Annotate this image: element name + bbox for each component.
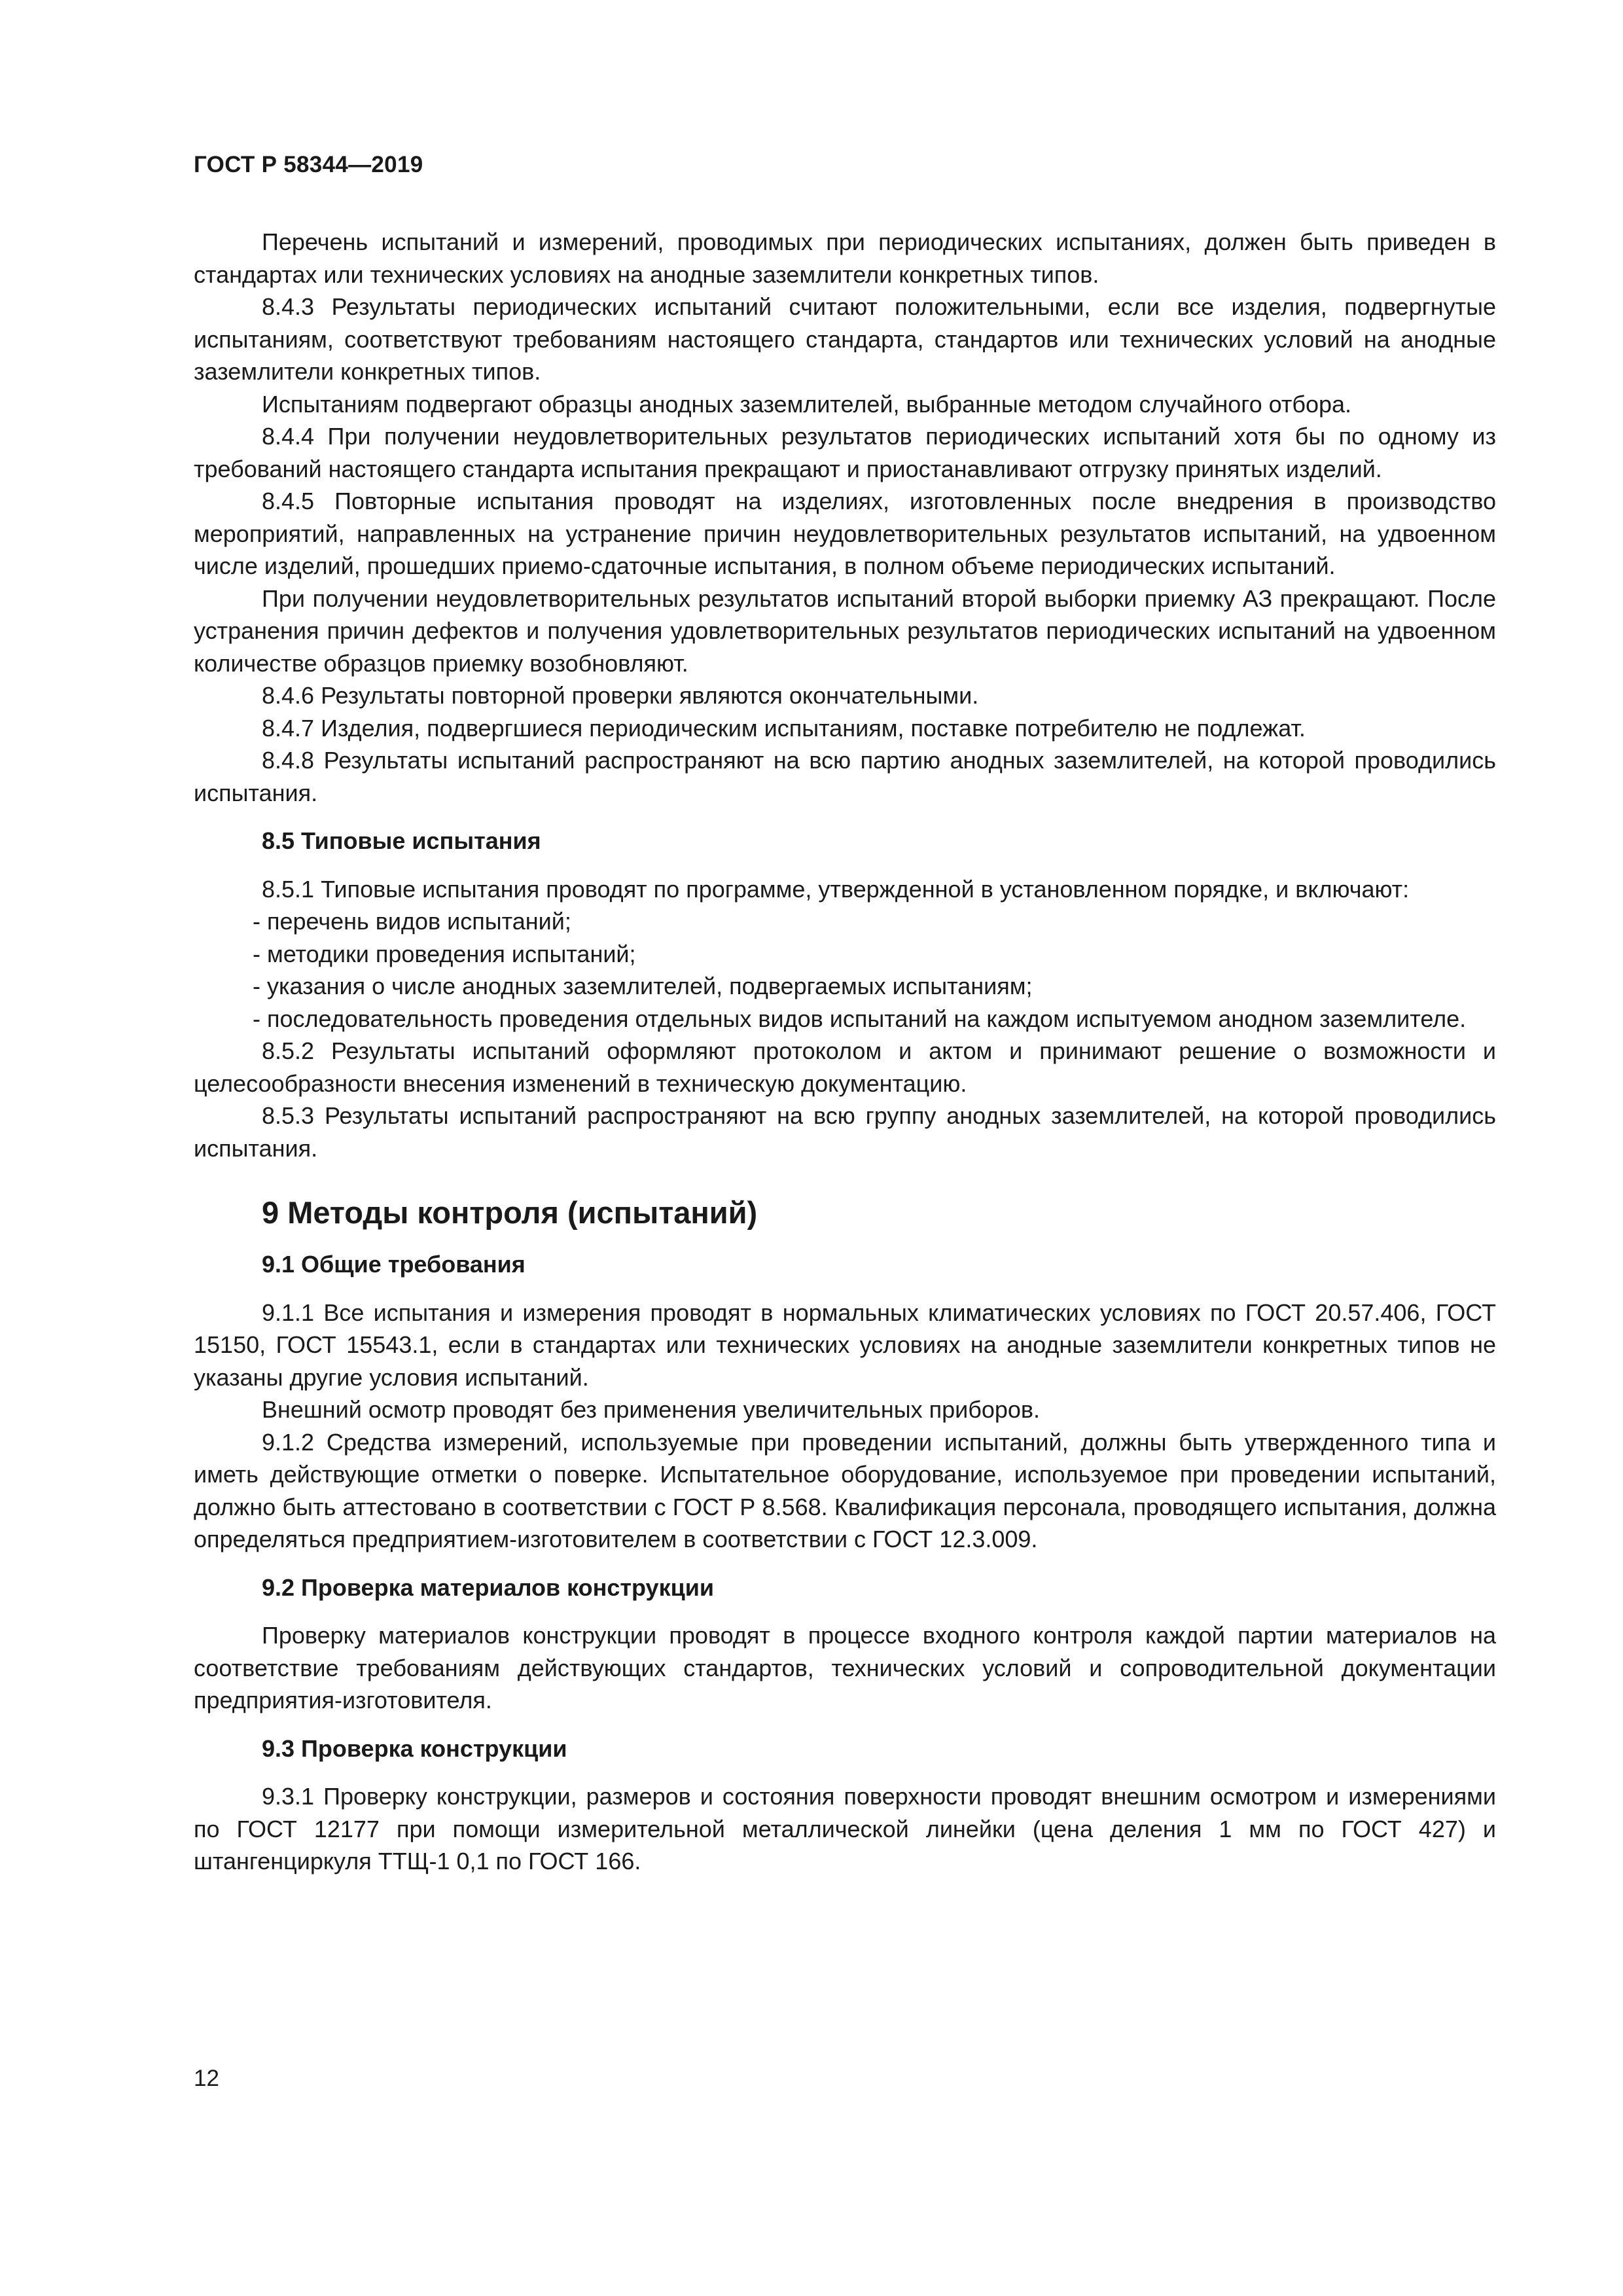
paragraph: 8.4.6 Результаты повторной проверки являются окончательными. — [262, 682, 979, 709]
subsection-heading-9-3: 9.3 Проверка конструкции — [262, 1734, 567, 1762]
paragraph: Проверку материалов конструкции проводят в процессе входного контроля каждой партии материалов на соответствие требованиям действующих стандартов, технических условий и сопроводительной документации предприятия-изготовителя. — [194, 1622, 1496, 1713]
paragraph: 8.4.5 Повторные испытания проводят на изделиях, изготовленных после внедрения в производство мероприятий, направленных на устранение причин неудовлетворительных результатов испытаний, на удвоенном числе изделий, прошедших приемо-сдаточные испытания, в полном объеме периодических испытаний. — [194, 488, 1496, 579]
document-header: ГОСТ Р 58344—2019 — [194, 152, 423, 177]
paragraph: Внешний осмотр проводят без применения увеличительных приборов. — [262, 1396, 1041, 1423]
subsection-heading-8-5: 8.5 Типовые испытания — [262, 827, 541, 854]
paragraph: 8.5.1 Типовые испытания проводят по программе, утвержденной в установленном порядке, и включают: — [262, 875, 1410, 903]
paragraph: Испытаниям подвергают образцы анодных заземлителей, выбранные методом случайного отбора. — [262, 390, 1352, 418]
paragraph: 9.1.1 Все испытания и измерения проводят в нормальных климатических условиях по ГОСТ 20.57.406, ГОСТ 15150, ГОСТ 15543.1, если в стандартах или технических условиях на анодные заземлители конкретных типов не указаны другие условия испытаний. — [194, 1299, 1496, 1391]
paragraph: При получении неудовлетворительных результатов испытаний второй выборки приемку АЗ прекращают. После устранения причин дефектов и получения удовлетворительных результатов периодических испытаний на удвоенном количестве образцов приемку возобновляют. — [194, 584, 1496, 677]
paragraph: 8.4.7 Изделия, подвергшиеся периодическим испытаниям, поставке потребителю не подлежат. — [262, 714, 1306, 742]
paragraph: Перечень испытаний и измерений, проводимых при периодических испытаниях, должен быть приведен в стандартах или технических условиях на анодные заземлители конкретных типов. — [194, 228, 1496, 288]
list-item: - указания о числе анодных заземлителей, подвергаемых испытаниям; — [253, 973, 1033, 999]
paragraph: 8.5.2 Результаты испытаний оформляют протоколом и актом и принимают решение о возможности и целесообразности внесения изменений в техническую документацию. — [194, 1037, 1496, 1097]
paragraph: 8.4.3 Результаты периодических испытаний считают положительными, если все изделия, подвергнутые испытаниям, соответствуют требованиям настоящего стандарта, стандартов или технических условий на анодные заземлители конкретных типов. — [194, 293, 1496, 385]
paragraph: 8.4.8 Результаты испытаний распространяют на всю партию анодных заземлителей, на которой проводились испытания. — [194, 747, 1496, 806]
list-item: - перечень видов испытаний; — [253, 908, 571, 935]
paragraph: 8.4.4 При получении неудовлетворительных результатов периодических испытаний хотя бы по одному из требований настоящего стандарта испытания прекращают и приостанавливают отгрузку принятых изделий. — [194, 423, 1496, 482]
page-body — [194, 226, 1496, 1878]
paragraph: 9.3.1 Проверку конструкции, размеров и состояния поверхности проводят внешним осмотром и измерениями по ГОСТ 12177 при помощи измерительной металлической линейки (цена деления 1 мм по ГОСТ 427) и штангенциркуля ТТЩ-1 0,1 по ГОСТ 166. — [194, 1783, 1496, 1874]
list-item: - последовательность проведения отдельных видов испытаний на каждом испытуемом анодном заземлителе. — [253, 1005, 1467, 1032]
paragraph: 8.5.3 Результаты испытаний распространяют на всю группу анодных заземлителей, на которой проводились испытания. — [194, 1102, 1496, 1162]
section-heading-9: 9 Методы контроля (испытаний) — [262, 1195, 758, 1230]
page-number: 12 — [194, 2066, 219, 2091]
subsection-heading-9-1: 9.1 Общие требования — [262, 1251, 526, 1278]
paragraph: 9.1.2 Средства измерений, используемые при проведении испытаний, должны быть утвержденного типа и иметь действующие отметки о поверке. Испытательное оборудование, используемое при проведении испытаний, должно быть аттестовано в соответствии с ГОСТ Р 8.568. Квалификация персонала, проводящего испытания, должна определяться предприятием-изготовителем в соответствии с ГОСТ 12.3.009. — [194, 1428, 1496, 1552]
subsection-heading-9-2: 9.2 Проверка материалов конструкции — [262, 1573, 714, 1601]
list-item: - методики проведения испытаний; — [253, 940, 636, 967]
